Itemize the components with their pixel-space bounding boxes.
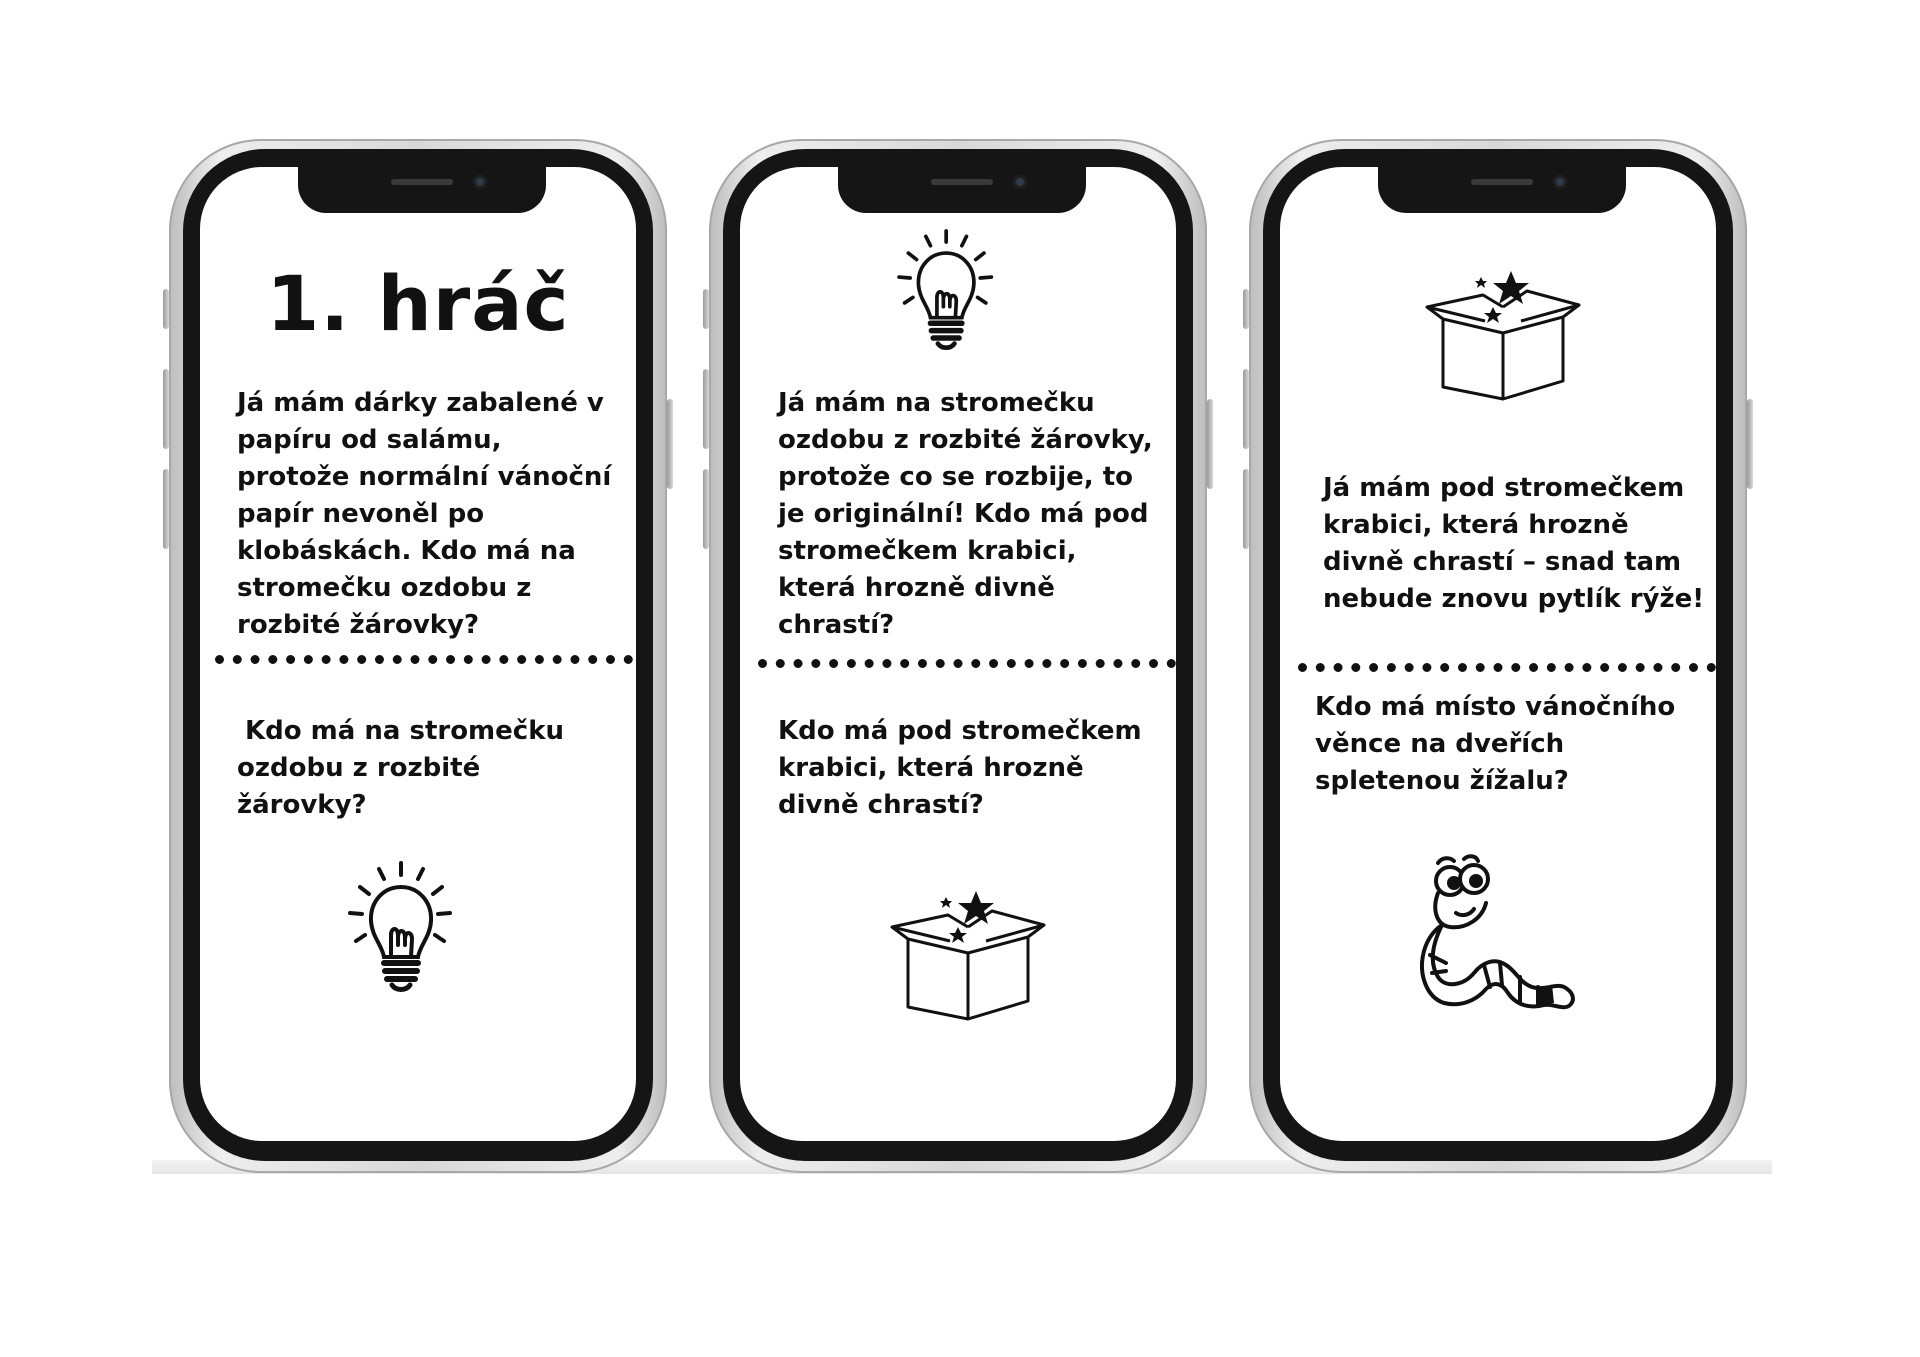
phone-notch bbox=[298, 167, 546, 213]
power-button bbox=[1747, 399, 1753, 489]
lightbulb-icon bbox=[338, 857, 468, 997]
front-camera bbox=[473, 175, 487, 189]
speaker-grille bbox=[391, 179, 453, 185]
phone-card-1 bbox=[163, 139, 673, 1173]
front-camera bbox=[1013, 175, 1027, 189]
phone-screen bbox=[200, 167, 636, 1141]
speaker-grille bbox=[931, 179, 993, 185]
card-statement: Já mám na stromečku ozdobu z rozbité žárovky, protože co se rozbije, to je originální! Kdo má pod stromečkem krabici, která hrozně divně chrastí? bbox=[778, 388, 1153, 640]
lightbulb-icon bbox=[888, 225, 1008, 355]
gift-box-icon bbox=[1423, 267, 1583, 402]
phone-screen bbox=[1280, 167, 1716, 1141]
phone-card-3 bbox=[1243, 139, 1753, 1173]
power-button bbox=[1207, 399, 1213, 489]
phone-card-2 bbox=[703, 139, 1213, 1173]
card-question: Kdo má pod stromečkem krabici, která hrozně divně chrastí? bbox=[778, 716, 1142, 820]
phone-screen bbox=[740, 167, 1176, 1141]
phone-notch bbox=[838, 167, 1086, 213]
dotted-divider bbox=[215, 655, 633, 664]
card-statement: Já mám pod stromečkem krabici, která hrozně divně chrastí – snad tam nebude znovu pytlík rýže! bbox=[1323, 473, 1705, 614]
card-question: Kdo má na stromečku ozdobu z rozbité žárovky? bbox=[237, 716, 564, 820]
worm-icon bbox=[1420, 853, 1580, 1023]
speaker-grille bbox=[1471, 179, 1533, 185]
phone-notch bbox=[1378, 167, 1626, 213]
card-statement: Já mám dárky zabalené v papíru od salámu, protože normální vánoční papír nevoněl po klobáskách. Kdo má na stromečku ozdobu z rozbité žárovky? bbox=[237, 388, 612, 640]
player-title: 1. hráč bbox=[266, 259, 570, 348]
power-button bbox=[667, 399, 673, 489]
gift-box-icon bbox=[888, 887, 1048, 1022]
dotted-divider bbox=[758, 659, 1176, 668]
front-camera bbox=[1553, 175, 1567, 189]
dotted-divider bbox=[1298, 663, 1716, 672]
card-question: Kdo má místo vánočního věnce na dveřích spletenou žížalu? bbox=[1315, 692, 1676, 796]
